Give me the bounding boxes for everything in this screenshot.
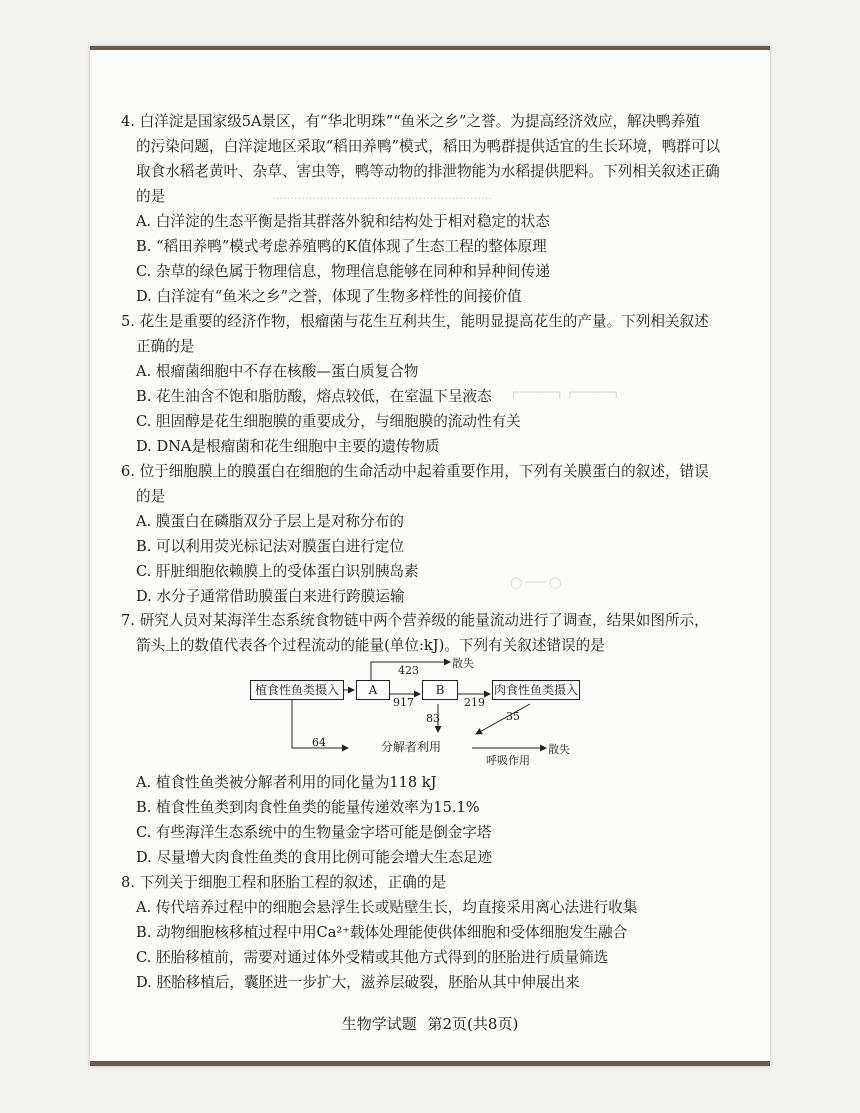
bleed-through-diagram: ┌──────┐ ┌──────┐: [510, 386, 620, 399]
question-7-option-a: A. 植食性鱼类被分解者利用的同化量为118 kJ: [136, 774, 437, 791]
label-loss-bottom: 散失: [548, 743, 570, 756]
question-7-stem-line-2: 箭头上的数值代表各个过程流动的能量(单位:kJ)。下列有关叙述错误的是: [136, 637, 605, 654]
label-respiration: 呼吸作用: [486, 754, 530, 767]
question-7-option-b: B. 植食性鱼类到肉食性鱼类的能量传递效率为15.1%: [136, 799, 480, 816]
question-4-stem-line-4: 的是: [136, 188, 166, 205]
value-917: 917: [393, 696, 414, 709]
question-5-stem-line-1: 5. 花生是重要的经济作物，根瘤菌与花生互利共生，能明显提高花生的产量。下列相关叙述: [121, 313, 709, 330]
page-footer: [0, 1013, 860, 1034]
box-a: A: [356, 680, 390, 700]
question-5-stem-line-2: 正确的是: [136, 338, 195, 355]
question-8-option-b: B. 动物细胞核移植过程中用Ca²⁺载体处理能使供体细胞和受体细胞发生融合: [136, 924, 628, 941]
value-35: 35: [506, 710, 520, 723]
question-4-stem-line-1: 4. 白洋淀是国家级5A景区，有“华北明珠”“鱼米之乡”之誉。为提高经济效应，解决鸭养殖: [121, 113, 701, 130]
box-decomposer: 分解者利用: [380, 740, 441, 754]
question-8-option-a: A. 传代培养过程中的细胞会悬浮生长或贴壁生长，均直接采用离心法进行收集: [136, 899, 638, 916]
energy-flow-diagram: [240, 652, 600, 770]
question-8-option-d: D. 胚胎移植后，囊胚进一步扩大，滋养层破裂，胚胎从其中伸展出来: [136, 974, 580, 991]
question-6-stem-line-2: 的是: [136, 488, 166, 505]
question-4-stem-line-2: 的污染问题，白洋淀地区采取“稻田养鸭”模式，稻田为鸭群提供适宜的生长环境，鸭群可以: [136, 138, 721, 155]
question-5-option-a: A. 根瘤菌细胞中不存在核酸—蛋白质复合物: [136, 363, 419, 380]
question-4-stem-line-3: 取食水稻老黄叶、杂草、害虫等，鸭等动物的排泄物能为水稻提供肥料。下列相关叙述正确: [136, 163, 720, 180]
bleed-through-text: ……………………………………………………: [272, 189, 492, 202]
question-7-option-c: C. 有些海洋生态系统中的生物量金字塔可能是倒金字塔: [136, 824, 492, 841]
question-5-option-c: C. 胆固醇是花生细胞膜的重要成分，与细胞膜的流动性有关: [136, 413, 521, 430]
question-4-option-a: A. 白洋淀的生态平衡是指其群落外貌和结构处于相对稳定的状态: [136, 213, 550, 230]
footer-subject: 生物学试题: [341, 1015, 417, 1033]
question-4-option-c: C. 杂草的绿色属于物理信息，物理信息能够在同种和异种间传递: [136, 263, 550, 280]
box-b: B: [422, 680, 458, 700]
box-herbivore-intake: 植食性鱼类摄入: [250, 680, 344, 700]
question-6-option-c: C. 肝脏细胞依赖膜上的受体蛋白识别胰岛素: [136, 563, 419, 580]
value-423: 423: [398, 664, 419, 677]
bleed-through-figure: ◯ ─── ◯: [510, 576, 562, 589]
question-4-option-b: B. “稻田养鸭”模式考虑养殖鸭的K值体现了生态工程的整体原理: [136, 238, 547, 255]
footer-page-number: 第2页(共8页): [427, 1015, 519, 1033]
question-6-option-a: A. 膜蛋白在磷脂双分子层上是对称分布的: [136, 513, 404, 530]
question-8-option-c: C. 胚胎移植前，需要对通过体外受精或其他方式得到的胚胎进行质量筛选: [136, 949, 609, 966]
question-7-option-d: D. 尽量增大肉食性鱼类的食用比例可能会增大生态足迹: [136, 849, 493, 866]
value-64: 64: [312, 736, 326, 749]
question-6-option-b: B. 可以利用荧光标记法对膜蛋白进行定位: [136, 538, 405, 555]
question-5-option-b: B. 花生油含不饱和脂肪酸，熔点较低，在室温下呈液态: [136, 388, 492, 405]
question-7-stem-line-1: 7. 研究人员对某海洋生态系统食物链中两个营养级的能量流动进行了调查，结果如图所示，: [121, 612, 709, 629]
question-4-option-d: D. 白洋淀有“鱼米之乡”之誉，体现了生物多样性的间接价值: [136, 288, 522, 305]
question-5-option-d: D. DNA是根瘤菌和花生细胞中主要的遗传物质: [136, 438, 440, 455]
value-219: 219: [464, 696, 485, 709]
question-6-stem-line-1: 6. 位于细胞膜上的膜蛋白在细胞的生命活动中起着重要作用，下列有关膜蛋白的叙述，错误: [121, 463, 709, 480]
box-carnivore-intake: 肉食性鱼类摄入: [492, 680, 580, 700]
label-loss-top: 散失: [452, 657, 474, 670]
value-83: 83: [426, 712, 440, 725]
question-8-stem-line-1: 8. 下列关于细胞工程和胚胎工程的叙述，正确的是: [121, 874, 447, 891]
question-6-option-d: D. 水分子通常借助膜蛋白来进行跨膜运输: [136, 588, 405, 605]
